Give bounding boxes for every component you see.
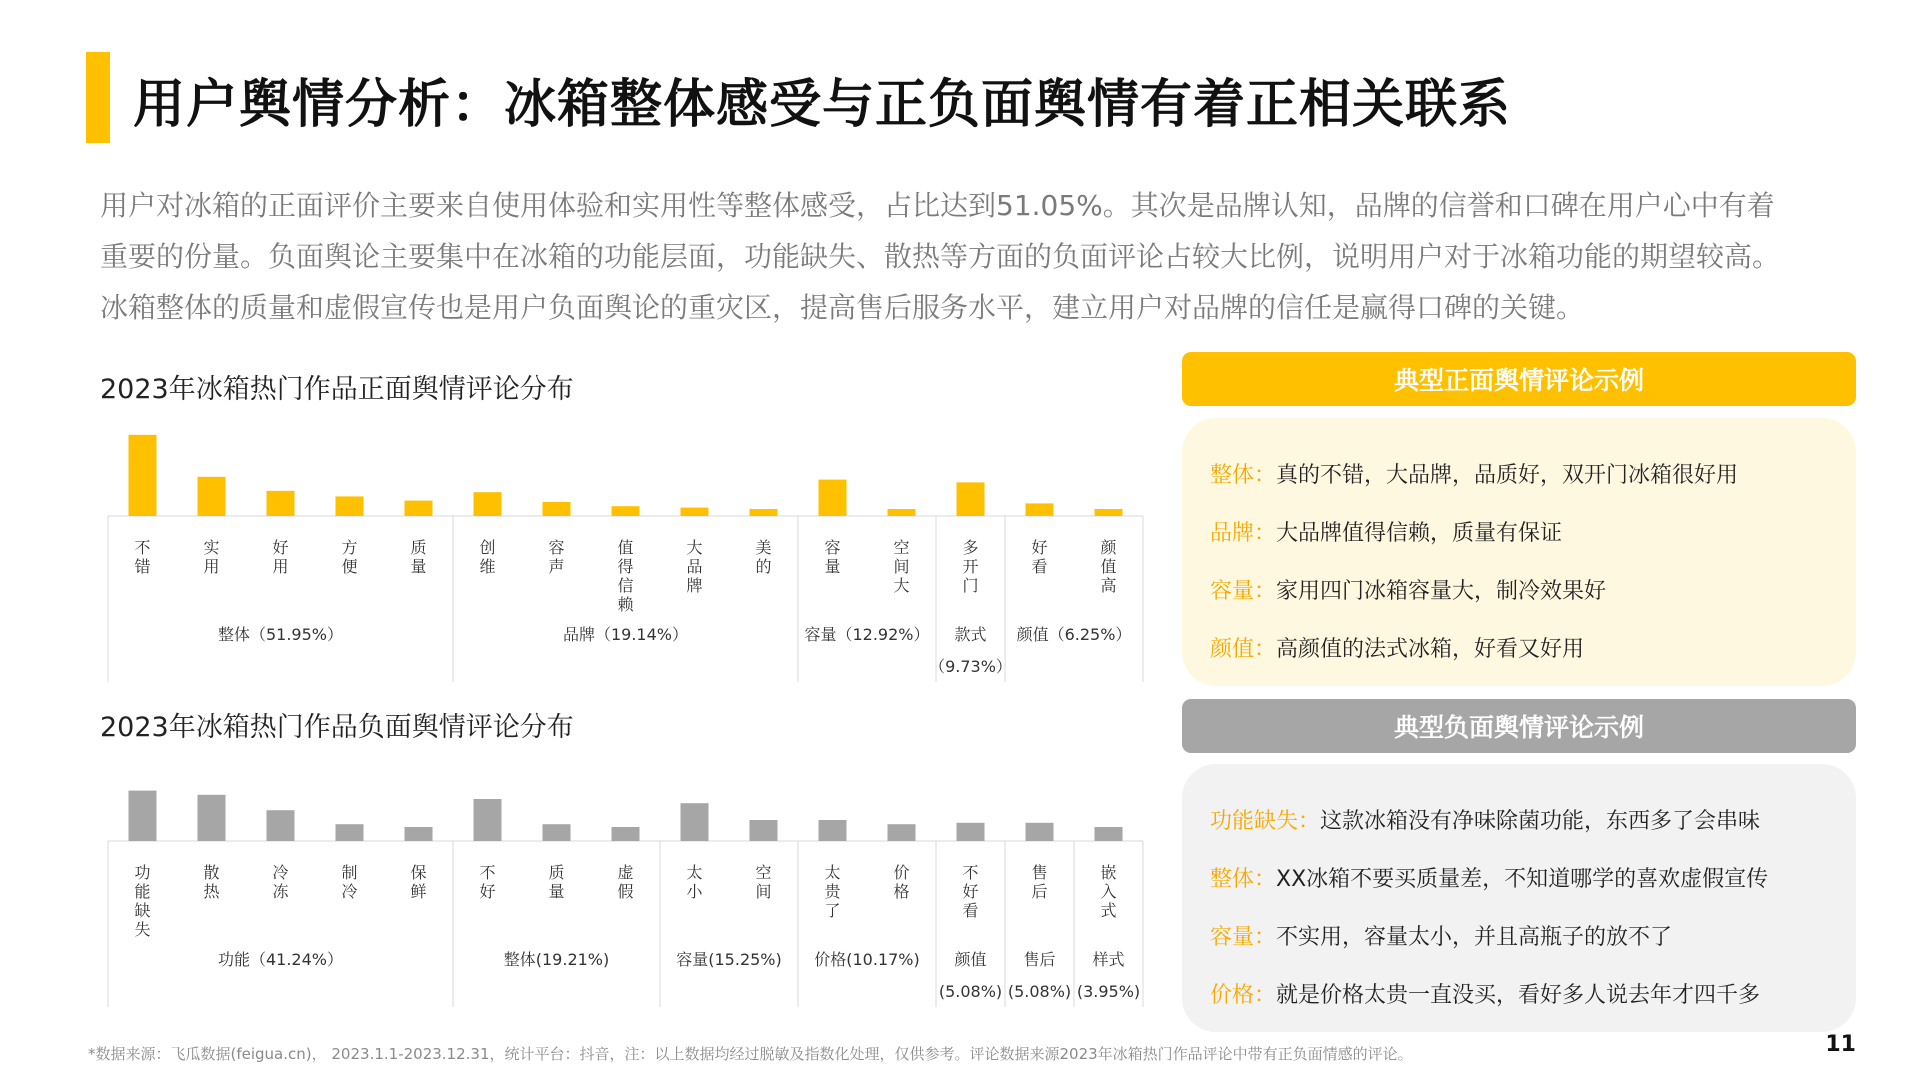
bar-多开门 — [957, 482, 985, 516]
category-label: 值得信赖 — [617, 538, 634, 614]
bar-大品牌 — [681, 508, 709, 516]
negative-examples-panel — [1182, 764, 1856, 1032]
example-row — [1210, 458, 1738, 489]
group-label: 功能（41.24%） — [217, 950, 344, 969]
negative-chart-title: 2023年冰箱热门作品负面舆情评论分布 — [100, 712, 574, 743]
bar-售后 — [1026, 823, 1054, 841]
bar-好看 — [1026, 503, 1054, 516]
example-tag: 颜值： — [1210, 637, 1277, 662]
bar-价格 — [888, 824, 916, 841]
category-label: 虚假 — [617, 863, 634, 901]
example-text: 真的不错，大品牌，品质好，双开门冰箱很好用 — [1276, 463, 1739, 488]
category-label: 太小 — [686, 863, 703, 901]
category-label: 美的 — [755, 538, 772, 576]
category-label: 方便 — [341, 538, 358, 576]
example-tag: 功能缺失： — [1210, 809, 1321, 834]
bar-方便 — [336, 496, 364, 516]
category-label: 质量 — [410, 538, 427, 576]
example-text: 不实用，容量太小，并且高瓶子的放不了 — [1276, 925, 1673, 950]
page-title: 用户舆情分析：冰箱整体感受与正负面舆情有着正相关联系 — [133, 75, 1512, 135]
example-row — [1210, 920, 1672, 951]
example-text: 这款冰箱没有净味除菌功能，东西多了会串味 — [1320, 809, 1761, 834]
group-label: 颜值（6.25%） — [1016, 625, 1132, 644]
example-tag: 整体： — [1210, 867, 1277, 892]
category-label: 散热 — [203, 863, 220, 901]
group-label: 颜值(5.08%) — [938, 950, 1003, 1001]
category-label: 太贵了 — [824, 863, 841, 920]
category-label: 颜值高 — [1100, 538, 1117, 595]
example-tag: 容量： — [1210, 925, 1277, 950]
category-label: 不好看 — [962, 863, 979, 920]
example-text: 大品牌值得信赖，质量有保证 — [1276, 521, 1563, 546]
category-label: 空间大 — [893, 538, 910, 595]
category-label: 容量 — [824, 538, 841, 576]
bar-颜值高 — [1095, 509, 1123, 516]
example-tag: 品牌： — [1210, 521, 1277, 546]
category-label: 不好 — [479, 863, 496, 901]
negative-examples-header: 典型负面舆情评论示例 — [1182, 699, 1856, 753]
data-source-footnote: *数据来源：飞瓜数据(feigua.cn)， 2023.1.1-2023.12.31，统计平台：抖音，注：以上数据均经过脱敏及指数化处理，仅供参考。评论数据来源2023年冰箱热门作品评论中带有正负面情感的评论。 — [88, 1045, 1413, 1063]
category-label: 冷冻 — [272, 863, 289, 901]
category-label: 实用 — [203, 538, 220, 576]
category-label: 功能缺失 — [134, 863, 151, 939]
bar-冷冻 — [267, 810, 295, 841]
example-tag: 容量： — [1210, 579, 1277, 604]
positive-examples-header: 典型正面舆情评论示例 — [1182, 352, 1856, 406]
bar-不错 — [129, 435, 157, 516]
category-label: 大品牌 — [686, 538, 703, 595]
group-label: 容量（12.92%） — [804, 625, 930, 644]
bar-实用 — [198, 477, 226, 516]
intro-line: 用户对冰箱的正面评价主要来自使用体验和实用性等整体感受，占比达到51.05%。其次是品牌认知，品牌的信誉和口碑在用户心中有着 — [100, 189, 1775, 222]
intro-line: 冰箱整体的质量和虚假宣传也是用户负面舆论的重灾区，提高售后服务水平，建立用户对品牌的信任是赢得口碑的关键。 — [100, 291, 1585, 324]
group-label: 整体（51.95%） — [217, 625, 344, 644]
bar-散热 — [198, 795, 226, 841]
bar-嵌入式 — [1095, 827, 1123, 841]
bar-太贵了 — [819, 820, 847, 841]
bar-功能缺失 — [129, 791, 157, 841]
category-label: 嵌入式 — [1100, 863, 1117, 920]
title-accent-bar — [86, 52, 110, 143]
category-label: 好看 — [1031, 538, 1048, 576]
example-row — [1210, 632, 1584, 663]
bar-容声 — [543, 502, 571, 516]
category-label: 好用 — [272, 538, 289, 576]
example-text: 高颜值的法式冰箱，好看又好用 — [1276, 637, 1585, 662]
category-label: 保鲜 — [410, 863, 427, 901]
example-row — [1210, 862, 1768, 893]
group-label: 款式（9.73%） — [929, 625, 1012, 676]
bar-容量 — [819, 480, 847, 516]
page-number: 11 — [1825, 1032, 1856, 1057]
intro-paragraph — [100, 180, 1860, 333]
bar-空间大 — [888, 509, 916, 516]
group-label: 容量(15.25%) — [676, 950, 782, 969]
bar-好用 — [267, 491, 295, 516]
category-label: 价格 — [893, 863, 910, 901]
example-tag: 整体： — [1210, 463, 1277, 488]
example-tag: 价格： — [1210, 983, 1277, 1008]
group-label: 售后(5.08%) — [1007, 950, 1072, 1001]
bar-虚假 — [612, 827, 640, 841]
category-label: 不错 — [134, 538, 151, 576]
group-label: 整体(19.21%) — [503, 950, 610, 969]
bar-保鲜 — [405, 827, 433, 841]
bar-美的 — [750, 509, 778, 516]
bar-太小 — [681, 803, 709, 841]
example-text: XX冰箱不要买质量差，不知道哪学的喜欢虚假宣传 — [1276, 867, 1769, 892]
category-label: 制冷 — [341, 863, 358, 901]
example-row — [1210, 804, 1760, 835]
bar-不好 — [474, 799, 502, 841]
example-text: 家用四门冰箱容量大，制冷效果好 — [1276, 579, 1607, 604]
category-label: 创维 — [479, 538, 496, 576]
group-label: 价格(10.17%) — [814, 950, 920, 969]
group-label: 样式(3.95%) — [1076, 950, 1141, 1001]
bar-创维 — [474, 492, 502, 516]
positive-examples-panel — [1182, 418, 1856, 686]
bar-值得信赖 — [612, 506, 640, 516]
example-text: 就是价格太贵一直没买，看好多人说去年才四千多 — [1276, 983, 1761, 1008]
example-row — [1210, 978, 1760, 1009]
bar-不好看 — [957, 823, 985, 841]
group-label: 品牌（19.14%） — [562, 625, 689, 644]
category-label: 空间 — [755, 863, 772, 901]
negative-comment-chart — [100, 745, 1145, 1015]
example-row — [1210, 574, 1606, 605]
positive-comment-chart — [100, 420, 1145, 690]
bar-质量 — [543, 824, 571, 841]
bar-质量 — [405, 501, 433, 516]
category-label: 容声 — [548, 538, 565, 576]
category-label: 多开门 — [962, 538, 979, 595]
positive-chart-title: 2023年冰箱热门作品正面舆情评论分布 — [100, 374, 574, 405]
intro-line: 重要的份量。负面舆论主要集中在冰箱的功能层面，功能缺失、散热等方面的负面评论占较大比例，说明用户对于冰箱功能的期望较高。 — [100, 240, 1781, 273]
category-label: 质量 — [548, 863, 565, 901]
bar-空间 — [750, 820, 778, 841]
example-row — [1210, 516, 1562, 547]
category-label: 售后 — [1031, 863, 1048, 901]
bar-制冷 — [336, 824, 364, 841]
